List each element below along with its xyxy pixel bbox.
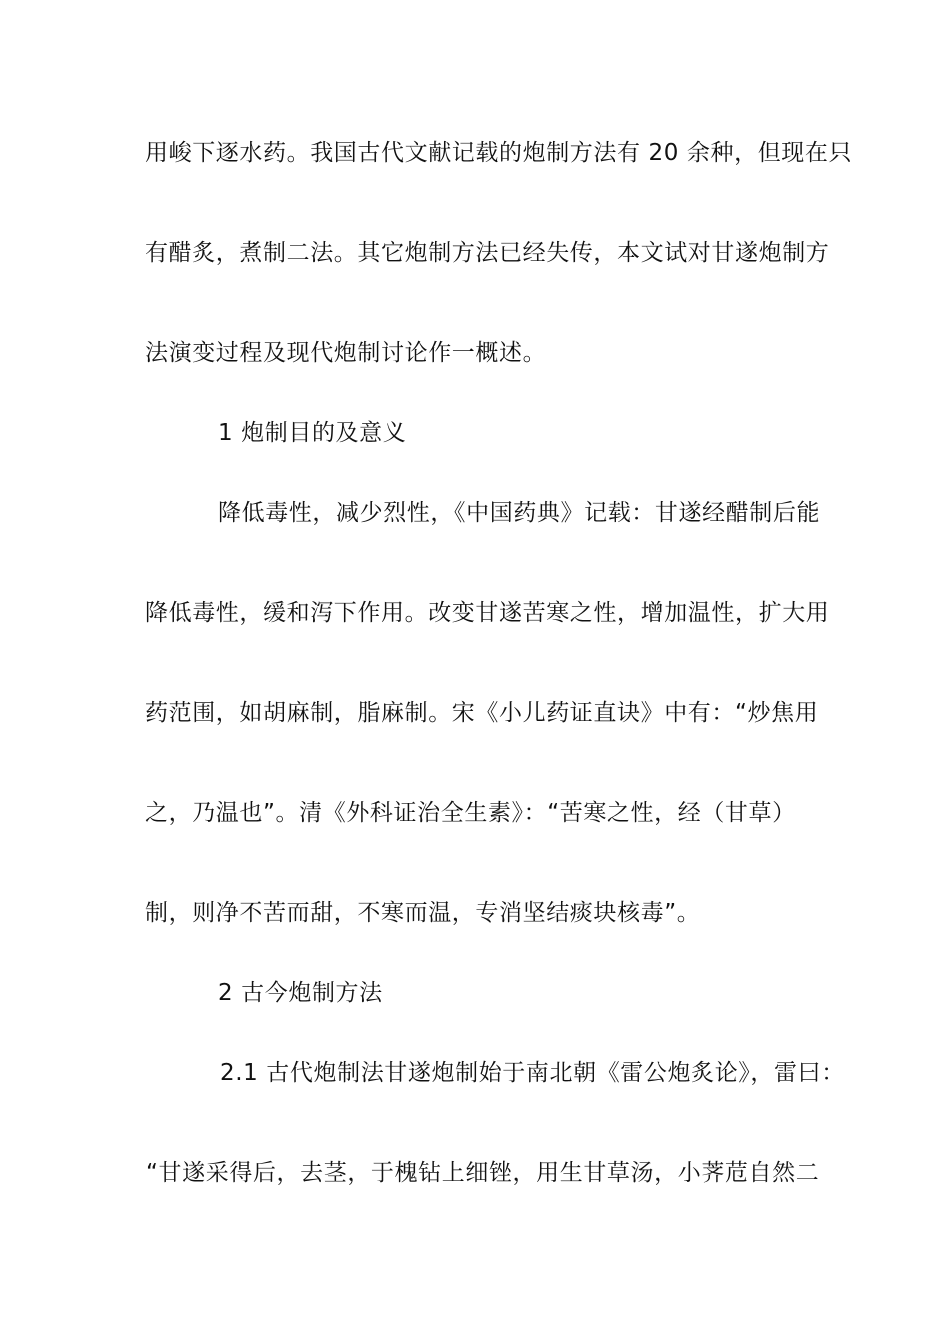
paragraph-line-9: 2.1 古代炮制法甘遂炮制始于南北朝《雷公炮炙论》，雷曰： [220,1060,845,1086]
paragraph-line-5: 降低毒性，缓和泻下作用。改变甘遂苦寒之性，增加温性，扩大用 [145,600,830,626]
paragraph-line-6: 药范围，如胡麻制，脂麻制。宋《小儿药证直诀》中有：“炒焦用 [145,700,819,726]
paragraph-line-8: 制，则净不苦而甜，不寒而温，专消坚结痰块核毒”。 [145,900,701,926]
paragraph-line-1: 用峻下逐水药。我国古代文献记载的炮制方法有 20 余种，但现在只 [145,140,853,166]
paragraph-line-2: 有醋炙，煮制二法。其它炮制方法已经失传，本文试对甘遂炮制方 [145,240,830,266]
section-heading-1: 1 炮制目的及意义 [218,420,407,446]
paragraph-line-7: 之，乃温也”。清《外科证治全生素》：“苦寒之性，经（甘草） [145,800,796,826]
paragraph-line-3: 法演变过程及现代炮制讨论作一概述。 [145,340,547,366]
section-heading-2: 2 古今炮制方法 [218,980,383,1006]
paragraph-line-10: “甘遂采得后，去茎，于槐钻上细锉，用生甘草汤，小荠苊自然二 [146,1160,820,1186]
paragraph-line-4: 降低毒性，减少烈性，《中国药典》记载：甘遂经醋制后能 [218,500,821,526]
